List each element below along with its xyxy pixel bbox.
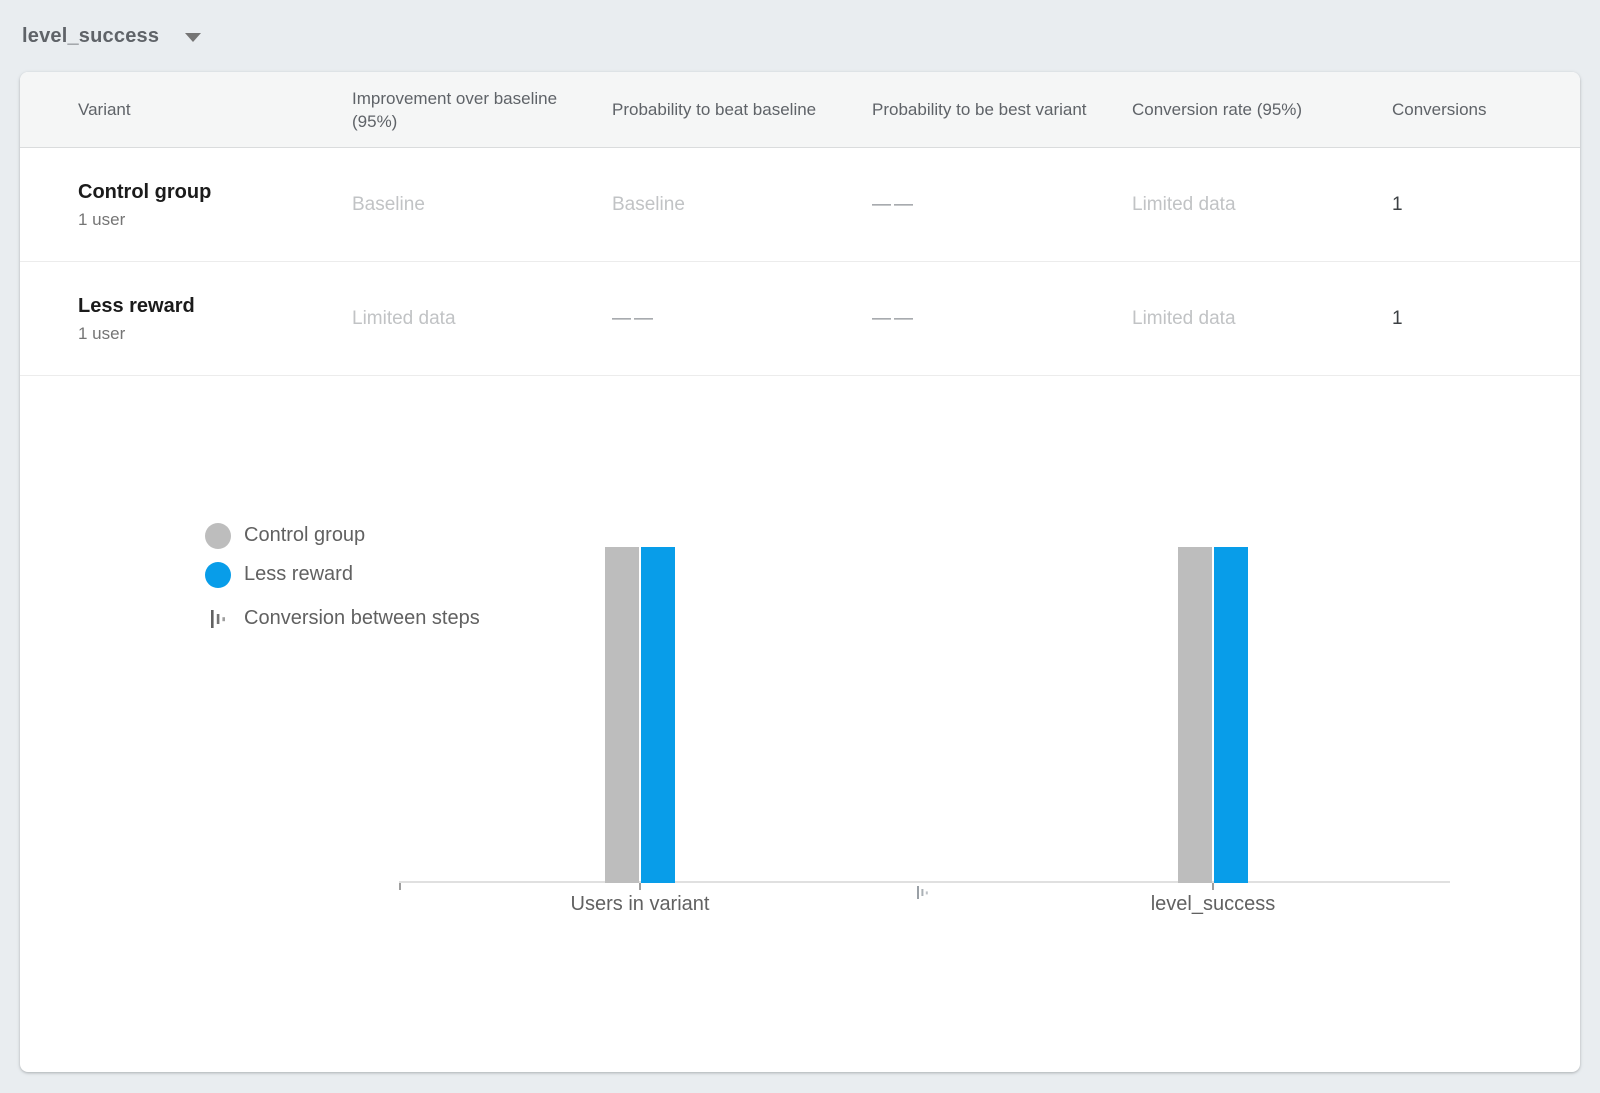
improvement-value: Limited data	[352, 307, 456, 329]
improvement-value: Baseline	[352, 193, 425, 215]
variant-cell	[78, 293, 352, 344]
variant-name: Less reward	[78, 295, 195, 317]
col-header-improvement: Improvement over baseline (95%)	[352, 88, 558, 131]
axis-tick	[1212, 883, 1214, 890]
axis-tick	[399, 883, 401, 890]
prob-beat-value: ——	[612, 307, 656, 329]
conversions-value: 1	[1392, 307, 1403, 329]
metric-dropdown-value: level_success	[22, 24, 160, 47]
chevron-down-icon	[185, 33, 201, 42]
conversion-rate-value: Limited data	[1132, 193, 1236, 215]
axis-tick	[639, 883, 641, 890]
conversion-between-steps-axis-icon	[916, 884, 930, 907]
x-axis-label-users-in-variant: Users in variant	[570, 893, 710, 915]
col-header-conversion-rate: Conversion rate (95%)	[1132, 100, 1303, 119]
variant-subtitle: 1 user	[78, 324, 126, 343]
bar-less-reward	[1214, 547, 1248, 883]
legend-label: Control group	[244, 524, 366, 546]
prob-best-value: ——	[872, 193, 916, 215]
less-reward-swatch-icon	[205, 562, 231, 588]
table-header-row	[20, 72, 1580, 148]
variant-name: Control group	[78, 181, 212, 203]
legend-item-control-group	[205, 516, 480, 555]
table-row[interactable]	[20, 148, 1580, 262]
x-axis-line	[399, 881, 1450, 883]
control-group-swatch-icon	[205, 523, 231, 549]
bar-control-group	[1178, 547, 1212, 883]
col-header-conversions: Conversions	[1392, 100, 1487, 119]
conversion-rate-value: Limited data	[1132, 307, 1236, 329]
conversions-value: 1	[1392, 193, 1403, 215]
legend-item-less-reward	[205, 555, 480, 594]
bar-group-level-success	[1178, 547, 1248, 883]
prob-beat-value: Baseline	[612, 193, 685, 215]
variant-subtitle: 1 user	[78, 210, 126, 229]
x-axis-label-level-success: level_success	[1150, 893, 1276, 915]
metric-dropdown[interactable]	[22, 25, 201, 48]
table-row[interactable]	[20, 262, 1580, 376]
legend-label: Less reward	[244, 563, 353, 585]
topbar	[0, 0, 1600, 72]
bar-less-reward	[641, 547, 675, 883]
experiment-results-card	[20, 72, 1580, 1072]
conversion-steps-icon	[205, 607, 231, 631]
variant-cell	[78, 179, 352, 230]
chart-legend	[205, 516, 480, 643]
col-header-prob-best: Probability to be best variant	[872, 100, 1087, 119]
col-header-variant: Variant	[78, 100, 131, 119]
legend-item-conversion-between-steps	[205, 594, 480, 643]
legend-label: Conversion between steps	[244, 607, 480, 629]
col-header-prob-beat: Probability to beat baseline	[612, 100, 817, 119]
bar-control-group	[605, 547, 639, 883]
bar-group-users-in-variant	[605, 547, 675, 883]
prob-best-value: ——	[872, 307, 916, 329]
